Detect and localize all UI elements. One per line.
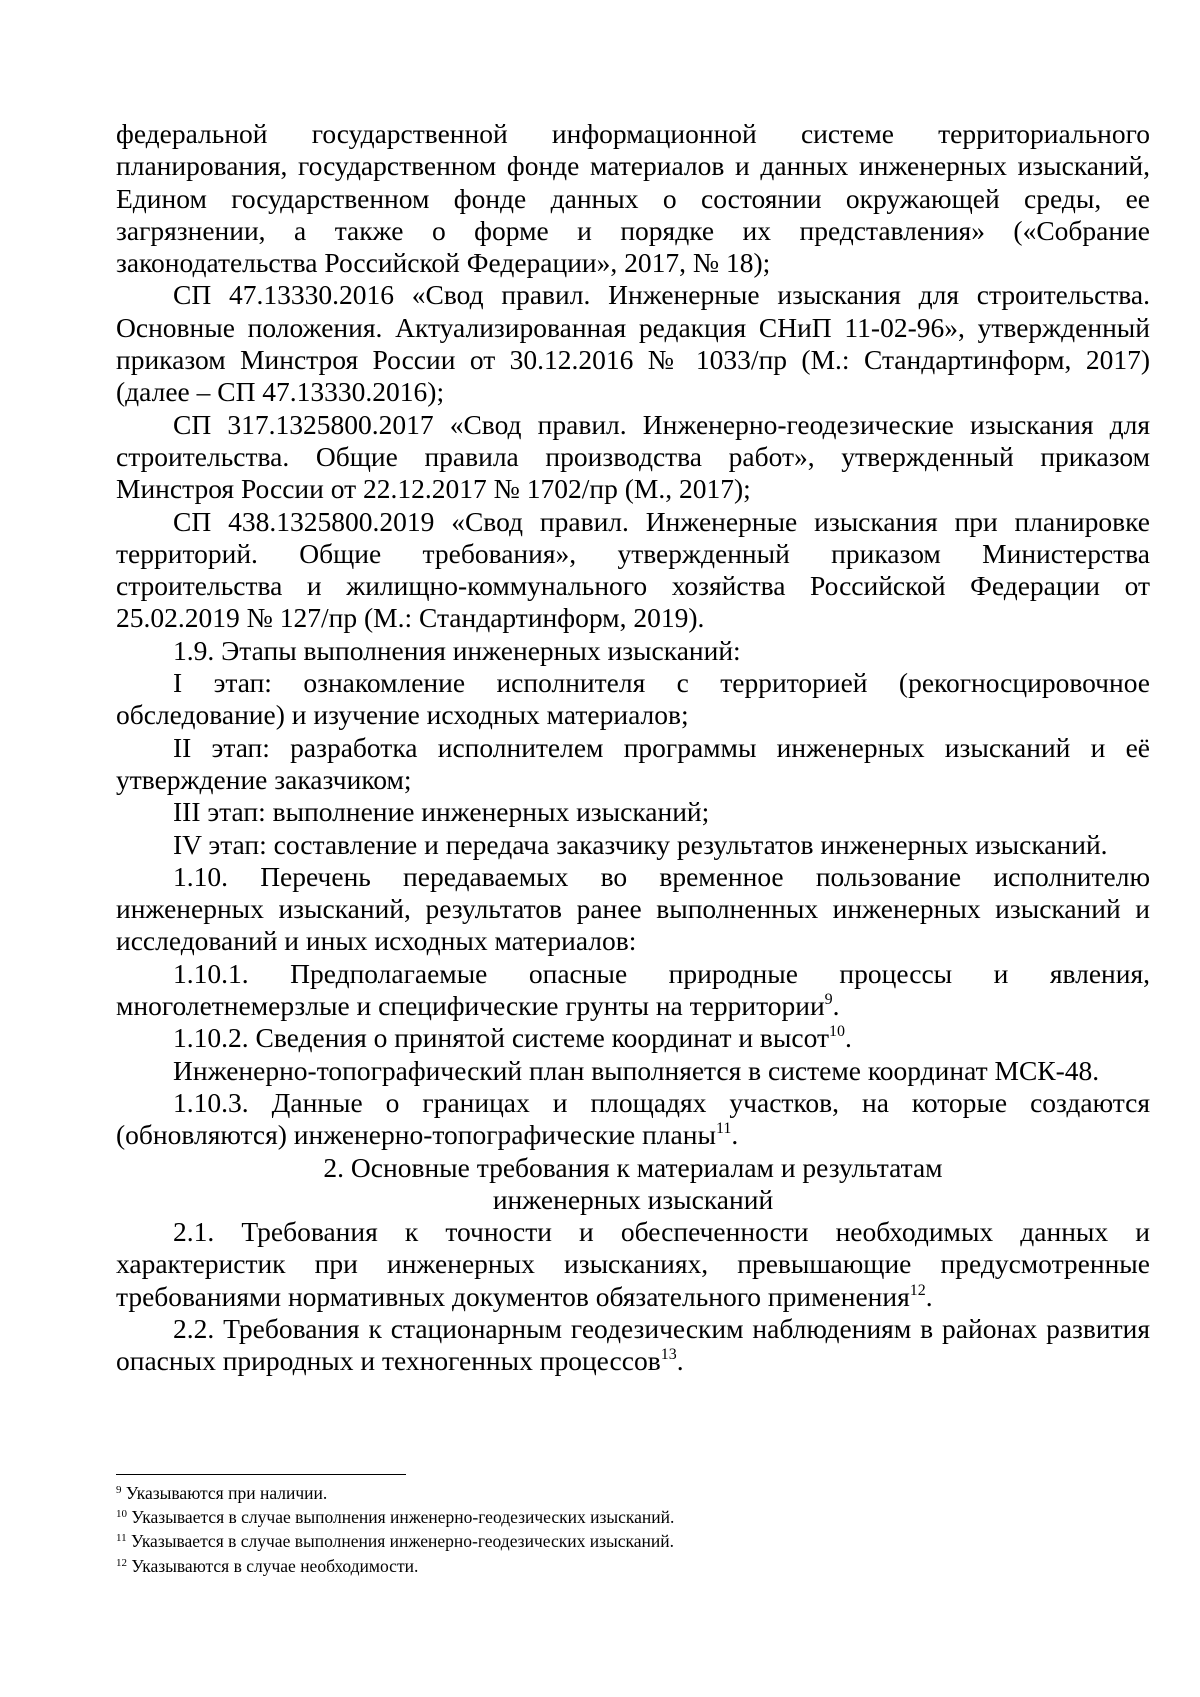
footnote-text: Указывается в случае выполнения инженерно-геодезических изысканий. xyxy=(127,1507,675,1528)
footnote-number: 12 xyxy=(116,1556,127,1569)
footnote-text: Указывается в случае выполнения инженерно-геодезических изысканий. xyxy=(126,1531,674,1552)
paragraph-1-10-1-text: 1.10.1. Предполагаемые опасные природные процессы и явления, многолетнемерзлые и специфические грунты на территории xyxy=(116,957,1150,1022)
footnote-separator xyxy=(116,1474,406,1475)
paragraph-end: . xyxy=(731,1119,739,1151)
paragraph-end: . xyxy=(832,990,840,1022)
paragraph-sp-317: СП 317.1325800.2017 «Свод правил. Инженерно-геодезические изыскания для строительства. Общие правила производства работ», утвержденный приказом Минстроя России от 22.12.2017 № 1702/пр (М., 2017); xyxy=(116,408,1150,505)
footnote-ref-13: 13 xyxy=(660,1346,677,1364)
paragraph-1-10: 1.10. Перечень передаваемых во временное пользование исполнителю инженерных изысканий, результатов ранее выполненных инженерных изысканий и исследований и иных исходных материалов: xyxy=(116,860,1150,957)
paragraph-1-10-2 xyxy=(116,1022,1150,1054)
paragraph-stage-4: IV этап: составление и передача заказчику результатов инженерных изысканий. xyxy=(173,828,1108,860)
paragraph-continuation: федеральной государственной информационной системе территориального планирования, государственном фонде материалов и данных инженерных изысканий, Едином государственном фонде данных о состоянии окружающей среды, ее загрязнении, а также о форме и порядке их представления» («Собрание законодательства Российской Федерации», 2017, № 18); xyxy=(116,118,1150,279)
footnote-ref-12: 12 xyxy=(909,1281,926,1299)
paragraph-1-10-3 xyxy=(116,1087,1150,1152)
footnotes xyxy=(116,1481,1150,1578)
paragraph-2-2 xyxy=(116,1313,1150,1378)
paragraph-sp-438: СП 438.1325800.2019 «Свод правил. Инженерные изыскания при планировке территорий. Общие требования», утвержденный приказом Министерства строительства и жилищно-коммунального хозяйства Российской Федерации от 25.02.2019 № 127/пр (М.: Стандартинформ, 2019). xyxy=(116,505,1150,634)
footnote-number: 9 xyxy=(116,1484,122,1496)
section-heading-line-1: 2. Основные требования к материалам и результатам xyxy=(323,1151,943,1183)
footnote-text: Указываются при наличии. xyxy=(121,1483,328,1503)
paragraph-1-10-1 xyxy=(116,958,1150,1023)
footnote-ref-9: 9 xyxy=(824,991,833,1009)
paragraph-2-1 xyxy=(116,1216,1150,1313)
footnote-9 xyxy=(116,1481,1150,1505)
footnote-12 xyxy=(116,1554,1150,1578)
paragraph-stage-2: II этап: разработка исполнителем программы инженерных изысканий и её утверждение заказчиком; xyxy=(116,731,1150,795)
paragraph-stage-3: III этап: выполнение инженерных изысканий; xyxy=(173,796,710,828)
paragraph-end: . xyxy=(676,1345,684,1377)
paragraph-sp-47: СП 47.13330.2016 «Свод правил. Инженерные изыскания для строительства. Основные положения. Актуализированная редакция СНиП 11-02-96», утвержденный приказом Минстроя России от 30.12.2016 № 1033/пр (М.: Стандартинформ, 2017) (далее – СП 47.13330.2016); xyxy=(116,279,1150,408)
paragraph-2-2-text: 2.2. Требования к стационарным геодезическим наблюдениям в районах развития опасных природных и техногенных процессов xyxy=(116,1312,1150,1377)
paragraph-stage-1: I этап: ознакомление исполнителя с территорией (рекогносцировочное обследование) и изучение исходных материалов; xyxy=(116,667,1150,731)
footnote-ref-11: 11 xyxy=(715,1120,732,1138)
footnote-ref-10: 10 xyxy=(829,1023,845,1041)
document-body xyxy=(116,118,1150,1378)
footnote-number: 10 xyxy=(116,1508,127,1521)
paragraph-msk-48: Инженерно-топографический план выполняется в системе координат МСК-48. xyxy=(173,1054,1100,1086)
paragraph-end: . xyxy=(925,1280,933,1312)
footnote-text: Указываются в случае необходимости. xyxy=(127,1555,419,1576)
footnote-number: 11 xyxy=(116,1532,127,1545)
footnote-10 xyxy=(116,1505,1150,1529)
paragraph-1-10-3-text: 1.10.3. Данные о границах и площадях участков, на которые создаются (обновляются) инженерно-топографические планы xyxy=(116,1086,1150,1151)
paragraph-1-10-2-text: 1.10.2. Сведения о принятой системе координат и высот xyxy=(173,1022,829,1054)
paragraph-end: . xyxy=(845,1022,852,1054)
paragraph-1-9: 1.9. Этапы выполнения инженерных изысканий: xyxy=(173,634,741,666)
section-heading-line-2: инженерных изысканий xyxy=(492,1183,774,1215)
paragraph-2-1-text: 2.1. Требования к точности и обеспеченности необходимых данных и характеристик при инженерных изысканиях, превышающие предусмотренные требованиями нормативных документов обязательного применения xyxy=(116,1216,1150,1312)
footnote-11 xyxy=(116,1529,1150,1553)
